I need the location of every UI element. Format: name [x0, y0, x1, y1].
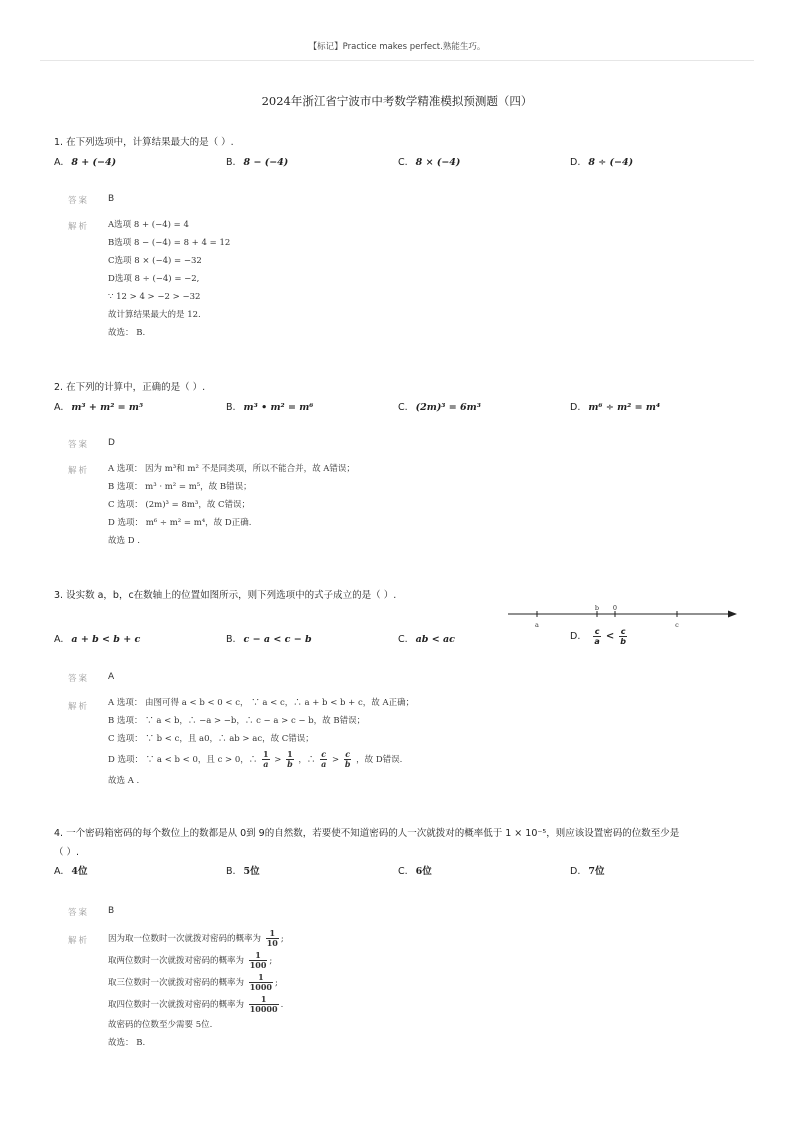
- fraction: $\frac{c}{a}$: [594, 627, 600, 646]
- analysis-line: 取三位数时一次就拨对密码的概率为 $\frac{1}{1000}$ ;: [108, 972, 278, 992]
- label-b: b: [594, 604, 600, 612]
- analysis-line: A 选项： 由图可得 a < b < 0 < c， ∵ a < c，∴ a + b < b + c，故 A正确；: [108, 698, 415, 708]
- answer-value: D: [108, 438, 115, 448]
- question-3-options: [54, 627, 754, 652]
- analysis-line: 故密码的位数至少需要 5位.: [108, 1020, 213, 1030]
- question-stem: 3. 设实数 a，b，c在数轴上的位置如图所示，则下列选项中的式子成立的是（ ）.: [54, 590, 397, 601]
- options-row: [54, 157, 754, 175]
- fraction: $\frac{c}{a}$: [321, 749, 327, 769]
- answer-tag: 答案: [68, 196, 90, 206]
- option-c[interactable]: C. 6位: [398, 866, 432, 877]
- analysis-lines: [108, 216, 230, 342]
- option-b[interactable]: B. c − a < c − b: [226, 634, 312, 645]
- options-row: [54, 402, 754, 420]
- analysis-tag: 解析: [68, 222, 90, 232]
- question-4: [54, 826, 754, 881]
- option-c[interactable]: C. ab < ac: [398, 634, 455, 645]
- options-row: [54, 627, 754, 652]
- analysis-line: B 选项： m³ · m² = m⁵，故 B错误；: [108, 482, 252, 492]
- fraction: $\frac{1}{b}$: [287, 749, 293, 769]
- analysis-line: 故选 A .: [108, 776, 140, 786]
- analysis-line: A选项 8 + (−4) = 4: [108, 220, 189, 230]
- option-c[interactable]: C. 8 × (−4): [398, 157, 461, 168]
- analysis-line: C 选项： ∵ b < c，且 a0，∴ ab > ac，故 C错误；: [108, 734, 314, 744]
- option-a[interactable]: A. 8 + (−4): [54, 157, 117, 168]
- analysis-line: D选项 8 ÷ (−4) = −2,: [108, 274, 200, 284]
- analysis-line: C 选项： (2m)³ = 8m³，故 C错误；: [108, 500, 251, 510]
- analysis-line: 故选： B.: [108, 328, 146, 338]
- analysis-lines: [108, 694, 414, 790]
- question-stem: 1. 在下列选项中，计算结果最大的是（ ）.: [54, 137, 234, 148]
- analysis-line: ∵ 12 > 4 > −2 > −32: [108, 292, 201, 302]
- label-0: 0: [612, 604, 618, 612]
- page-title: 2024年浙江省宁波市中考数学精准模拟预测题（四）: [261, 94, 533, 108]
- fraction: $\frac{1}{a}$: [263, 749, 269, 769]
- option-d[interactable]: D. 8 ÷ (−4): [570, 157, 634, 168]
- fraction: $\frac{1}{10000}$: [249, 994, 278, 1014]
- analysis-line: 取两位数时一次就拨对密码的概率为 $\frac{1}{100}$ ;: [108, 950, 273, 970]
- analysis-line: 故计算结果最大的是 12.: [108, 310, 201, 320]
- option-d[interactable]: D. $\frac{c}{a}$ < $\frac{c}{b}$: [570, 627, 626, 646]
- analysis-line: B选项 8 − (−4) = 8 + 4 = 12: [108, 238, 231, 248]
- analysis-line: 因为取一位数时一次就拨对密码的概率为 $\frac{1}{10}$ ;: [108, 928, 284, 948]
- question-3: [54, 588, 754, 604]
- analysis-line: 故选 D .: [108, 536, 140, 546]
- option-d[interactable]: D. 7位: [570, 866, 605, 877]
- option-c[interactable]: C. (2m)³ = 6m³: [398, 402, 481, 413]
- analysis-tag: 解析: [68, 936, 90, 946]
- question-stem: 2. 在下列的计算中，正确的是（ ）.: [54, 382, 206, 393]
- answer-value: A: [108, 672, 115, 682]
- answer-value: B: [108, 906, 115, 916]
- option-a[interactable]: A. a + b < b + c: [54, 634, 141, 645]
- analysis-lines: [108, 928, 284, 1052]
- answer-tag: 答案: [68, 908, 90, 918]
- analysis-tag: 解析: [68, 466, 90, 476]
- header-divider: [40, 60, 754, 61]
- analysis-line: C选项 8 × (−4) = −32: [108, 256, 202, 266]
- option-a[interactable]: A. m³ + m² = m⁵: [54, 402, 144, 413]
- options-row: [54, 863, 754, 881]
- option-a[interactable]: A. 4位: [54, 866, 88, 877]
- answer-tag: 答案: [68, 440, 90, 450]
- analysis-line: 取四位数时一次就拨对密码的概率为 $\frac{1}{10000}$ .: [108, 994, 284, 1014]
- header-note: 【标记】Practice makes perfect.熟能生巧。: [308, 42, 486, 52]
- fraction: $\frac{1}{100}$: [249, 950, 267, 970]
- analysis-tag: 解析: [68, 702, 90, 712]
- analysis-lines: [108, 460, 355, 550]
- fraction: $\frac{c}{b}$: [620, 627, 626, 646]
- option-d[interactable]: D. m⁶ ÷ m² = m⁴: [570, 402, 661, 413]
- question-stem-line1: 4. 一个密码箱密码的每个数位上的数都是从 0到 9的自然数，若要使不知道密码的人一次就拨对的概率低于 1 × 10⁻⁵，则应该设置密码的位数至少是: [54, 828, 680, 839]
- question-1: [54, 135, 754, 175]
- fraction: $\frac{c}{b}$: [344, 749, 351, 769]
- analysis-line: 故选： B.: [108, 1038, 146, 1048]
- fraction: $\frac{1}{10}$: [266, 928, 278, 948]
- question-2: [54, 380, 754, 420]
- number-line-arrow: [728, 611, 737, 618]
- answer-value: B: [108, 194, 115, 204]
- option-b[interactable]: B. 8 − (−4): [226, 157, 289, 168]
- analysis-line: D 选项： ∵ a < b < 0，且 c > 0，∴ $\frac{1}{a}$ > $\frac{1}{b}$ ，∴ $\frac{c}{a}$ > $\frac{c}{b}$ ，故 D错误.: [108, 749, 403, 769]
- analysis-line: D 选项： m⁶ ÷ m² = m⁴，故 D正确.: [108, 518, 252, 528]
- option-b[interactable]: B. m³ • m² = m⁶: [226, 402, 314, 413]
- label-c: c: [675, 621, 679, 629]
- label-a: a: [535, 621, 539, 629]
- fraction: $\frac{1}{1000}$: [249, 972, 272, 992]
- analysis-line: B 选项： ∵ a < b，∴ −a > −b，∴ c − a > c − b，故 B错误；: [108, 716, 366, 726]
- option-b[interactable]: B. 5位: [226, 866, 260, 877]
- question-stem-line2: （ ）.: [54, 847, 80, 858]
- analysis-line: A 选项： 因为 m³和 m² 不是同类项，所以不能合并，故 A错误；: [108, 464, 355, 474]
- answer-tag: 答案: [68, 674, 90, 684]
